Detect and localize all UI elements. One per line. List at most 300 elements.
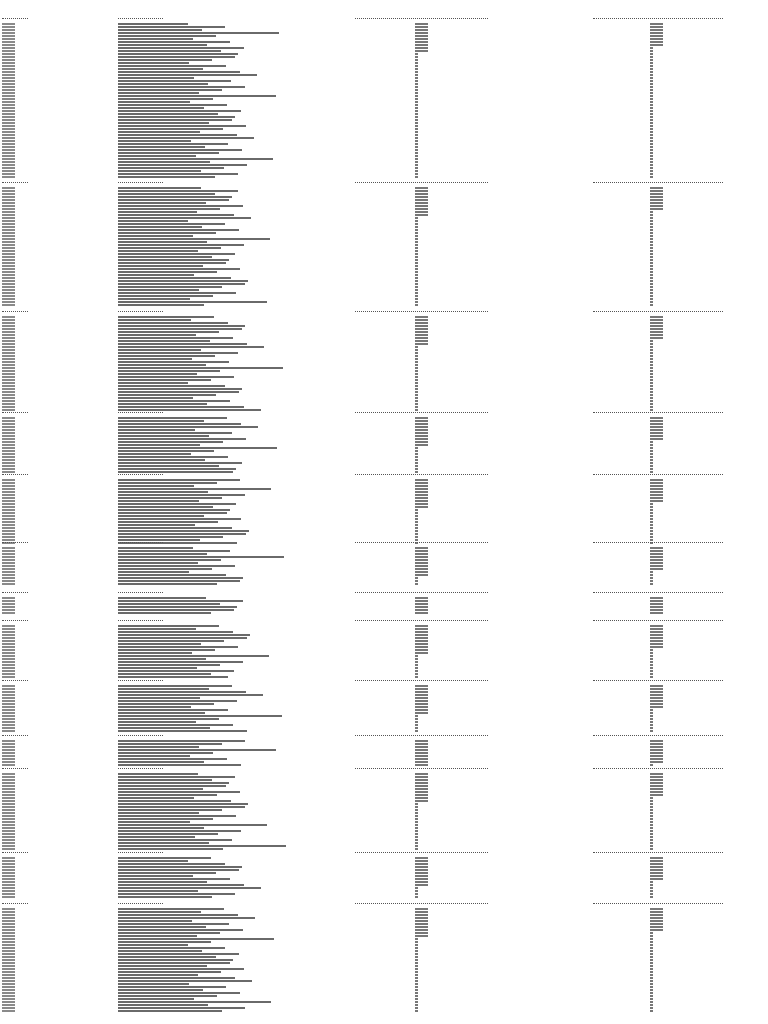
index-line [2,721,15,723]
value-line [650,334,663,336]
text-line [118,241,207,243]
value-line [650,929,663,931]
index-line [2,597,15,599]
text-line [118,821,190,823]
index-line [2,758,15,760]
text-line [118,319,191,321]
index-column [2,857,15,899]
text-line [118,304,204,306]
value-line [650,56,653,58]
value-line [650,839,653,841]
index-line [2,107,15,109]
index-line [2,140,15,142]
value-line [415,211,428,213]
value-line [650,479,663,481]
value-line [650,453,653,455]
section-rule [2,680,28,681]
index-line [2,869,15,871]
value-line [415,676,418,678]
text-line [118,289,199,291]
text-line [118,866,242,868]
value-line [415,161,418,163]
text-line [118,1001,271,1003]
value-line [650,887,653,889]
index-line [2,316,15,318]
index-line [2,571,15,573]
value-column-2 [650,23,663,179]
value-line [415,44,428,46]
index-line [2,685,15,687]
text-line [118,655,269,657]
value-line [650,223,653,225]
value-line [650,884,653,886]
value-line [415,202,428,204]
value-line [650,989,653,991]
value-line [650,247,653,249]
index-line [2,824,15,826]
value-line [415,107,418,109]
section-rule [355,735,488,736]
section-rule [355,852,488,853]
value-line [415,488,428,490]
value-line [650,217,653,219]
value-line [650,283,653,285]
value-line [415,432,428,434]
index-line [2,161,15,163]
value-line [415,893,418,895]
value-line [650,803,653,805]
index-line [2,447,15,449]
value-line [415,193,428,195]
index-line [2,322,15,324]
text-line [118,26,225,28]
text-line [118,41,230,43]
value-line [650,41,663,43]
value-line [650,524,653,526]
index-line [2,453,15,455]
text-line [118,196,232,198]
value-line [650,447,653,449]
value-line [650,947,653,949]
value-line [650,712,653,714]
index-line [2,86,15,88]
value-line [650,77,653,79]
value-line [415,860,428,862]
section-rule [593,18,723,19]
text-line [118,409,261,411]
index-line [2,833,15,835]
value-line [415,806,418,808]
index-line [2,983,15,985]
index-column [2,685,15,733]
section-rule [593,903,723,904]
index-line [2,706,15,708]
index-line [2,715,15,717]
index-line [2,673,15,675]
text-line [118,527,232,529]
value-line [415,533,418,535]
index-line [2,815,15,817]
value-column-2 [650,908,663,1013]
index-line [2,559,15,561]
value-line [650,113,653,115]
text-line [118,131,200,133]
value-line [415,959,418,961]
text-line [118,286,222,288]
value-line [415,995,418,997]
index-line [2,83,15,85]
value-line [650,116,653,118]
value-line [415,119,418,121]
value-line [415,809,418,811]
index-line [2,694,15,696]
text-column [118,908,274,1013]
index-line [2,44,15,46]
value-line [415,32,428,34]
value-line [650,173,653,175]
text-line [118,539,200,541]
value-line [415,170,418,172]
text-line [118,782,229,784]
text-line [118,574,226,576]
text-line [118,640,224,642]
text-line [118,609,234,611]
value-line [650,65,653,67]
index-line [2,509,15,511]
value-line [650,482,663,484]
value-line [415,229,418,231]
value-line [650,406,653,408]
text-line [118,565,235,567]
text-line [118,190,238,192]
value-line [415,518,418,520]
value-line [415,938,418,940]
index-line [2,776,15,778]
text-line [118,553,207,555]
index-line [2,289,15,291]
value-line [415,409,418,411]
value-line [650,459,653,461]
value-line [650,277,653,279]
index-line [2,962,15,964]
text-line [118,860,188,862]
value-line [415,450,418,452]
value-line [650,869,663,871]
value-line [650,821,653,823]
value-line [415,685,428,687]
text-line [118,122,209,124]
value-line [415,292,418,294]
value-line [415,29,428,31]
value-line [650,917,663,919]
text-line [118,488,271,490]
index-line [2,752,15,754]
value-line [415,400,418,402]
section-rule [118,182,163,183]
value-line [650,370,653,372]
value-line [415,694,428,696]
value-line [650,92,653,94]
index-line [2,152,15,154]
text-line [118,506,213,508]
value-line [415,803,418,805]
text-line [118,803,248,805]
index-line [2,459,15,461]
index-line [2,989,15,991]
index-line [2,388,15,390]
text-line [118,155,196,157]
section-rule [355,474,488,475]
value-line [650,574,653,576]
index-line [2,727,15,729]
index-line [2,848,15,850]
index-line [2,800,15,802]
index-line [2,512,15,514]
text-line [118,830,241,832]
value-line [650,429,663,431]
value-line [650,465,653,467]
value-line [650,170,653,172]
value-line [650,68,653,70]
text-line [118,391,239,393]
index-line [2,785,15,787]
value-line [415,547,428,549]
value-column-2 [650,597,663,615]
index-line [2,301,15,303]
value-line [650,462,653,464]
value-line [650,995,653,997]
value-line [415,515,418,517]
index-line [2,35,15,37]
text-line [118,343,247,345]
value-line [415,536,418,538]
value-line [650,488,663,490]
index-line [2,376,15,378]
value-line [415,631,428,633]
value-line [415,438,428,440]
value-line [415,68,418,70]
index-line [2,226,15,228]
value-line [415,125,418,127]
index-line [2,352,15,354]
value-line [415,471,418,473]
text-line [118,1004,208,1006]
text-line [118,334,196,336]
text-line [118,929,243,931]
value-line [415,752,428,754]
text-line [118,983,189,985]
index-line [2,631,15,633]
text-line [118,571,189,573]
value-line [650,355,653,357]
text-line [118,676,228,678]
text-line [118,352,238,354]
value-line [650,914,663,916]
text-line [118,35,216,37]
value-line [415,791,428,793]
index-line [2,640,15,642]
section-rule [593,311,723,312]
text-line [118,370,220,372]
value-line [650,667,653,669]
value-line [650,471,653,473]
index-line [2,634,15,636]
value-line [415,349,418,351]
value-line [415,325,428,327]
index-line [2,340,15,342]
value-line [415,824,418,826]
value-line [415,649,428,651]
index-line [2,74,15,76]
index-column [2,597,15,615]
value-line [415,146,418,148]
value-line [650,730,653,732]
text-line [118,149,242,151]
index-line [2,432,15,434]
index-line [2,565,15,567]
index-line [2,839,15,841]
index-line [2,971,15,973]
index-line [2,53,15,55]
value-line [650,664,653,666]
section-rule [2,182,28,183]
index-line [2,238,15,240]
text-line [118,962,230,964]
value-line [650,295,653,297]
value-line [650,503,653,505]
value-line [650,631,663,633]
index-line [2,995,15,997]
index-line [2,782,15,784]
index-line [2,158,15,160]
text-line [118,968,244,970]
value-line [650,791,663,793]
value-line [650,643,663,645]
value-line [650,358,653,360]
value-line [650,715,653,717]
text-line [118,400,230,402]
value-line [415,512,418,514]
value-line [415,295,418,297]
record-section [0,182,768,316]
index-line [2,190,15,192]
index-line [2,217,15,219]
index-line [2,718,15,720]
index-line [2,444,15,446]
value-line [415,152,418,154]
text-line [118,435,209,437]
section-rule [355,542,488,543]
value-line [415,316,428,318]
value-line [650,152,653,154]
index-line [2,697,15,699]
value-line [650,818,653,820]
value-line [650,944,653,946]
value-line [415,706,428,708]
value-line [650,749,663,751]
text-line [118,688,209,690]
text-line [118,295,213,297]
value-line [650,441,653,443]
text-line [118,453,191,455]
index-line [2,950,15,952]
text-line [118,497,222,499]
value-line [650,685,663,687]
text-line [118,77,194,79]
value-line [650,890,653,892]
index-line [2,134,15,136]
value-line [650,187,663,189]
text-line [118,977,235,979]
index-line [2,167,15,169]
value-line [415,62,418,64]
section-rule [355,768,488,769]
index-line [2,334,15,336]
value-line [415,524,418,526]
text-line [118,65,226,67]
text-line [118,914,238,916]
record-section [0,18,768,188]
value-line [415,785,428,787]
index-line [2,146,15,148]
text-line [118,173,238,175]
value-line [650,352,653,354]
value-line [650,119,653,121]
value-line [415,577,418,579]
value-line [415,265,418,267]
text-line [118,718,219,720]
value-line [650,426,663,428]
value-line [415,743,428,745]
index-line [2,872,15,874]
value-line [415,983,418,985]
value-line [650,155,653,157]
index-line [2,926,15,928]
index-line [2,265,15,267]
index-line [2,379,15,381]
value-line [650,597,663,599]
value-line [415,794,428,796]
index-line [2,845,15,847]
value-line [650,423,663,425]
value-line [415,634,428,636]
value-line [415,911,428,913]
value-line [650,35,663,37]
text-line [118,992,240,994]
value-column-2 [650,547,663,586]
section-rule [118,592,163,593]
value-line [650,694,663,696]
value-line [415,989,418,991]
text-line [118,298,190,300]
index-line [2,884,15,886]
index-line [2,98,15,100]
value-line [415,482,428,484]
index-line [2,65,15,67]
section-rule [2,903,28,904]
index-line [2,830,15,832]
index-line [2,881,15,883]
value-line [650,244,653,246]
value-line [650,331,663,333]
value-line [650,125,653,127]
value-line [650,550,663,552]
value-line [650,559,663,561]
section-rule [355,311,488,312]
value-line [415,134,418,136]
text-line [118,146,205,148]
value-line [415,128,418,130]
